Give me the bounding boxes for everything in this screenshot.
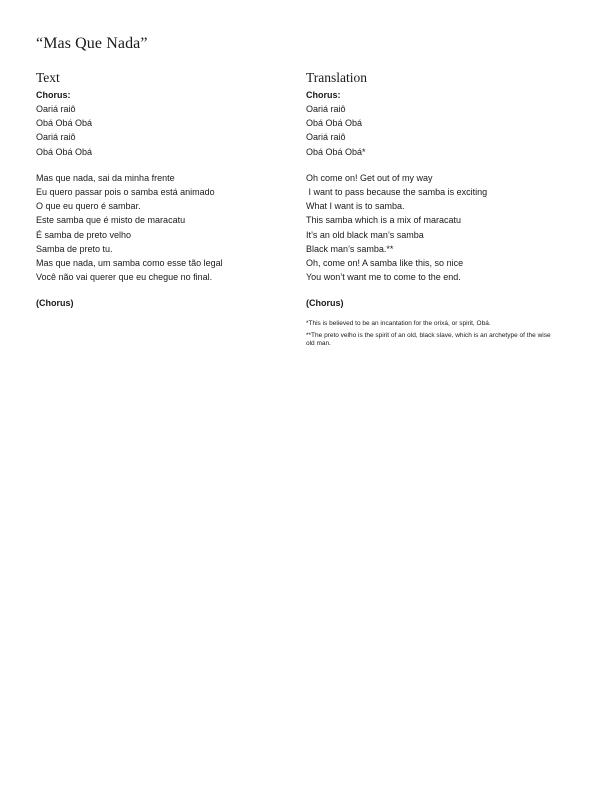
- verse-stanza: [36, 171, 306, 285]
- text-column: [36, 69, 306, 310]
- footnote: *This is believed to be an incantation for the orixá, or spirit, Obá.: [306, 320, 491, 328]
- chorus-line: Oariá raiô: [306, 104, 346, 114]
- footnote: **The preto velho is the spirit of an old, black slave, which is an archetype of the wise old man.: [306, 331, 551, 348]
- verse-line: It’s an old black man’s samba: [306, 229, 424, 240]
- chorus-stanza: [306, 102, 576, 159]
- verse-line: Mas que nada, sai da minha frente: [36, 172, 175, 183]
- translation-heading: Translation: [306, 70, 368, 85]
- verse-line: What I want is to samba.: [306, 201, 405, 212]
- verse-line: É samba de preto velho: [36, 229, 132, 240]
- verse-line: Samba de preto tu.: [36, 243, 113, 254]
- verse-line: Este samba que é misto de maracatu: [36, 215, 186, 226]
- verse-line: Oh come on! Get out of my way: [306, 172, 433, 183]
- verse-line: This samba which is a mix of maracatu: [306, 215, 462, 226]
- verse-line: I want to pass because the samba is exciting: [306, 187, 488, 198]
- footnotes: [306, 320, 576, 348]
- chorus-line: Oariá raiô: [36, 132, 76, 143]
- chorus-line: Obá Obá Obá: [306, 118, 363, 129]
- chorus-label: Chorus:: [36, 90, 71, 100]
- chorus-reference: (Chorus): [36, 298, 74, 309]
- chorus-line: Obá Obá Obá: [36, 118, 93, 129]
- chorus-line: Obá Obá Obá: [36, 146, 93, 157]
- chorus-line: Oariá raiô: [306, 132, 346, 143]
- verse-line: Eu quero passar pois o samba está animado: [36, 187, 215, 198]
- verse-line: Você não vai querer que eu chegue no final.: [36, 272, 213, 283]
- verse-line: Oh, come on! A samba like this, so nice: [306, 258, 464, 269]
- chorus-line: Obá Obá Obá*: [306, 146, 366, 157]
- verse-stanza: [306, 171, 576, 285]
- page-title: “Mas Que Nada”: [36, 35, 148, 52]
- chorus-label: Chorus:: [306, 90, 341, 100]
- verse-line: Mas que nada, um samba como esse tão legal: [36, 258, 223, 269]
- verse-line: O que eu quero é sambar.: [36, 201, 141, 212]
- chorus-reference: (Chorus): [306, 298, 344, 309]
- text-heading: Text: [36, 70, 60, 85]
- translation-column: [306, 69, 576, 352]
- chorus-line: Oariá raiô: [36, 104, 76, 114]
- verse-line: You won’t want me to come to the end.: [306, 272, 461, 283]
- verse-line: Black man’s samba.**: [306, 243, 394, 254]
- chorus-stanza: [36, 102, 306, 159]
